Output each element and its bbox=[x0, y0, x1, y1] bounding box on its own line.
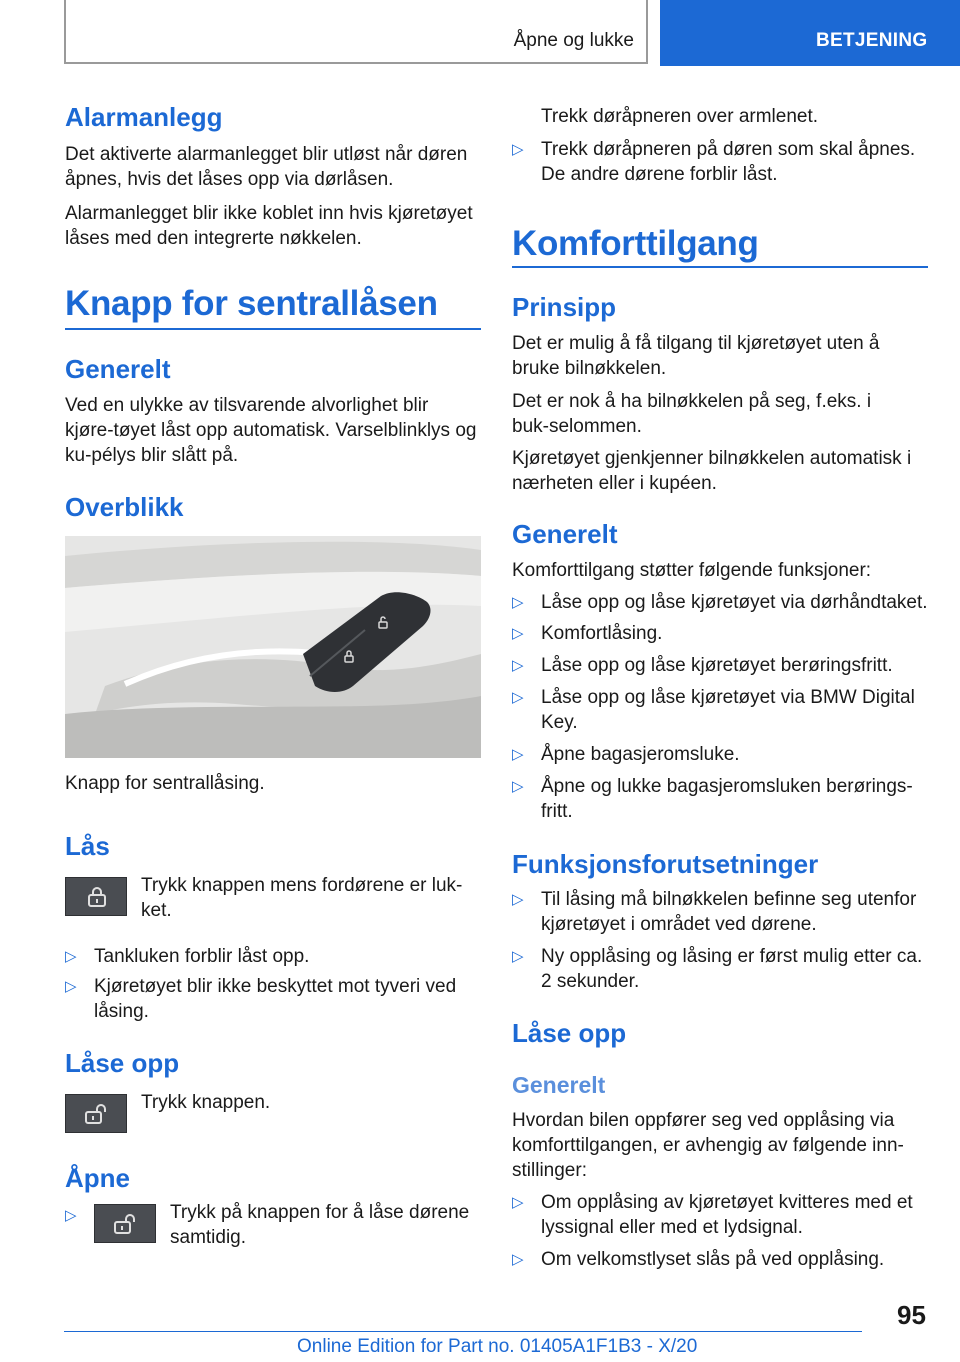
general-heading: Generelt bbox=[65, 354, 171, 384]
open-heading: Åpne bbox=[65, 1163, 130, 1193]
comfort-unlock-general-heading: Generelt bbox=[512, 1072, 606, 1098]
chapter-tab[interactable] bbox=[660, 0, 960, 66]
function-bullet: Åpne bagasjeromsluke. bbox=[541, 744, 740, 765]
principle-paragraph-3: Kjøretøyet gjenkjenner bilnøkkelen automatisk i nærheten eller i kupéen. bbox=[512, 448, 912, 494]
comfort-access-heading: Komforttilgang bbox=[512, 224, 759, 263]
alarm-heading: Alarmanlegg bbox=[65, 102, 223, 132]
comfort-unlock-heading: Låse opp bbox=[512, 1018, 627, 1048]
function-bullet: Låse opp og låse kjøretøyet berøringsfritt. bbox=[541, 655, 893, 676]
general-text: Ved en ulykke av tilsvarende alvorlighet blir kjøre-tøyet låst opp automatisk. Varselblinklys og ku-pélys blir slått på. bbox=[65, 395, 477, 466]
bullet-icon: ▷ bbox=[65, 948, 77, 965]
page-number: 95 bbox=[897, 1300, 926, 1330]
principle-paragraph-1: Det er mulig å få tilgang til kjøretøyet uten å bruke bilnøkkelen. bbox=[512, 333, 880, 379]
alarm-paragraph-1: Det aktiverte alarmanlegget blir utløst når døren åpnes, hvis det låses opp via dørlåsen. bbox=[65, 144, 468, 190]
unlock-text: Trykk knappen. bbox=[141, 1092, 271, 1113]
unlock-button-image bbox=[65, 1094, 127, 1133]
bullet-icon: ▷ bbox=[512, 141, 524, 158]
header-section-box bbox=[64, 0, 648, 64]
lock-button-image bbox=[65, 877, 127, 916]
requirement-bullet: Til låsing må bilnøkkelen befinne seg utenfor kjøretøyet i området ved dørene. bbox=[541, 889, 917, 935]
lock-heading: Lås bbox=[65, 831, 110, 861]
bullet-icon: ▷ bbox=[512, 689, 524, 706]
lock-text: Trykk knappen mens fordørene er luk-ket. bbox=[141, 875, 463, 921]
bullet-icon: ▷ bbox=[512, 746, 524, 763]
bullet-icon: ▷ bbox=[512, 778, 524, 795]
footer-edition: Online Edition for Part no. 01405A1F1B3 - X/20 bbox=[297, 1336, 698, 1357]
lock-open-icon bbox=[85, 1103, 109, 1125]
requirement-bullet: Ny opplåsing og låsing er først mulig etter ca. 2 sekunder. bbox=[541, 946, 923, 992]
bullet-icon: ▷ bbox=[512, 1194, 524, 1211]
door-handle-illustration bbox=[65, 536, 481, 758]
comfort-general-heading: Generelt bbox=[512, 519, 618, 549]
heading-rule bbox=[512, 266, 928, 268]
lock-bullet: Kjøretøyet blir ikke beskyttet mot tyveri ved låsing. bbox=[94, 976, 457, 1022]
unlock-setting-bullet: Om velkomstlyset slås på ved opplåsing. bbox=[541, 1249, 885, 1270]
function-bullet: Låse opp og låse kjøretøyet via BMW Digital Key. bbox=[541, 687, 915, 733]
bullet-icon: ▷ bbox=[65, 1207, 77, 1224]
bullet-icon: ▷ bbox=[512, 657, 524, 674]
function-bullet: Komfortlåsing. bbox=[541, 623, 663, 644]
bullet-icon: ▷ bbox=[512, 625, 524, 642]
principle-heading: Prinsipp bbox=[512, 292, 617, 322]
central-lock-button-photo bbox=[65, 536, 481, 758]
function-bullet: Låse opp og låse kjøretøyet via dørhåndtaket. bbox=[541, 592, 928, 613]
comfort-unlock-text: Hvordan bilen oppfører seg ved opplåsing via komforttilgangen, er avhengig av følgende inn-stillinger: bbox=[512, 1110, 904, 1181]
open-text: Trykk på knappen for å låse dørene samtidig. bbox=[170, 1202, 470, 1248]
continued-line: Trekk døråpneren over armlenet. bbox=[541, 106, 819, 127]
photo-caption: Knapp for sentrallåsing. bbox=[65, 773, 265, 794]
overview-heading: Overblikk bbox=[65, 492, 184, 522]
chapter-tab-label: BETJENING bbox=[816, 30, 928, 51]
central-lock-heading: Knapp for sentrallåsen bbox=[65, 284, 438, 323]
function-bullet: Åpne og lukke bagasjeromsluken berørings-fritt. bbox=[541, 776, 913, 822]
open-button-image bbox=[94, 1204, 156, 1243]
bullet-icon: ▷ bbox=[512, 948, 524, 965]
bullet-icon: ▷ bbox=[512, 594, 524, 611]
lock-closed-icon bbox=[85, 886, 109, 908]
unlock-setting-bullet: Om opplåsing av kjøretøyet kvitteres med et lyssignal eller med et lydsignal. bbox=[541, 1192, 913, 1238]
bullet-icon: ▷ bbox=[512, 891, 524, 908]
comfort-general-text: Komforttilgang støtter følgende funksjoner: bbox=[512, 560, 872, 581]
continued-bullet: Trekk døråpneren på døren som skal åpnes. De andre dørene forblir låst. bbox=[541, 139, 916, 185]
heading-rule bbox=[65, 328, 481, 330]
alarm-paragraph-2: Alarmanlegget blir ikke koblet inn hvis kjøretøyet låses med den integrerte nøkkelen. bbox=[65, 203, 473, 249]
bullet-icon: ▷ bbox=[65, 978, 77, 995]
bullet-icon: ▷ bbox=[512, 1251, 524, 1268]
lock-open-icon bbox=[114, 1213, 138, 1235]
unlock-heading: Låse opp bbox=[65, 1048, 180, 1078]
principle-paragraph-2: Det er nok å ha bilnøkkelen på seg, f.eks. i buk-selommen. bbox=[512, 391, 872, 437]
requirements-heading: Funksjonsforutsetninger bbox=[512, 849, 819, 879]
footer-rule bbox=[64, 1331, 862, 1332]
section-title: Åpne og lukke bbox=[513, 30, 634, 51]
lock-bullet: Tankluken forblir låst opp. bbox=[94, 946, 310, 967]
